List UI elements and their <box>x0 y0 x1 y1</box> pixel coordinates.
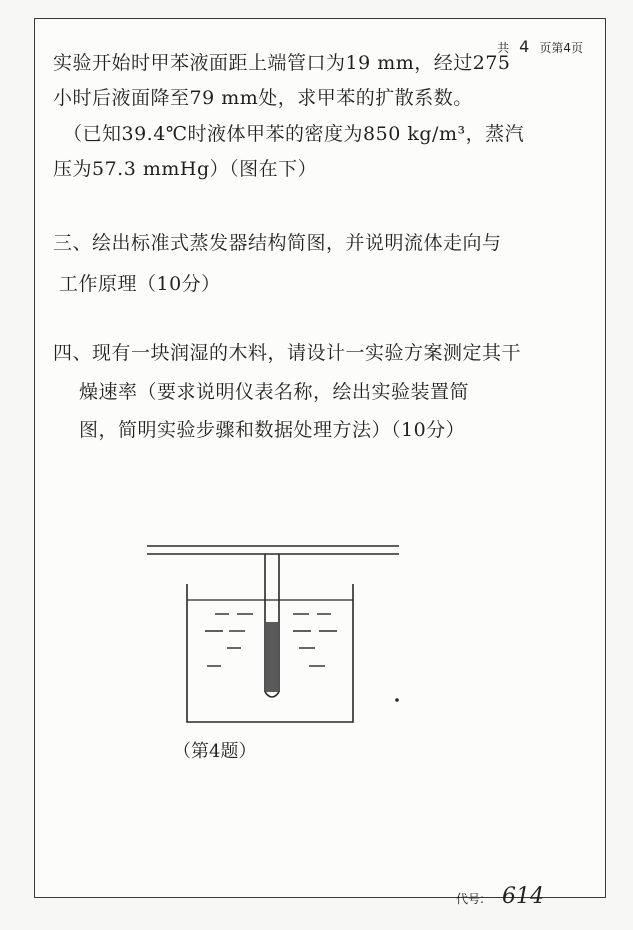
paper-code <box>456 884 544 909</box>
problem-line: （已知39.4℃时液体甲苯的密度为850 kg/m³，蒸汽 <box>63 123 525 146</box>
page-label: 页第4页 <box>539 41 583 55</box>
capillary-bottom <box>265 692 279 697</box>
question-3 <box>53 231 593 296</box>
problem-line: 压为57.3 mmHg）（图在下） <box>53 158 318 181</box>
code-label: 代号: <box>456 892 485 906</box>
code-value: 614 <box>502 884 545 909</box>
question-line: 燥速率（要求说明仪表名称，绘出实验装置简 <box>79 380 470 403</box>
question-line: 三、绘出标准式蒸发器结构简图，并说明流体走向与 <box>53 232 502 254</box>
diffusion-apparatus-figure <box>143 534 403 724</box>
total-prefix: 共 <box>497 41 510 55</box>
question-line: 工作原理（10分） <box>59 272 221 295</box>
total-pages: 4 <box>519 37 530 56</box>
figure-caption: （第4题） <box>173 741 257 762</box>
question-4 <box>53 341 593 443</box>
question-line: 图，简明实验步骤和数据处理方法）（10分） <box>79 419 466 442</box>
problem-line: 实验开始时甲苯液面距上端管口为19 mm，经过275 <box>53 52 511 74</box>
exam-page <box>34 18 606 898</box>
question-line: 四、现有一块润湿的木料，请设计一实验方案测定其干 <box>53 342 522 364</box>
problem-line: 小时后液面降至79 mm处，求甲苯的扩散系数。 <box>53 86 473 109</box>
toluene-liquid-column <box>266 622 278 692</box>
ink-dot <box>395 698 399 702</box>
problem-continued <box>53 51 593 182</box>
